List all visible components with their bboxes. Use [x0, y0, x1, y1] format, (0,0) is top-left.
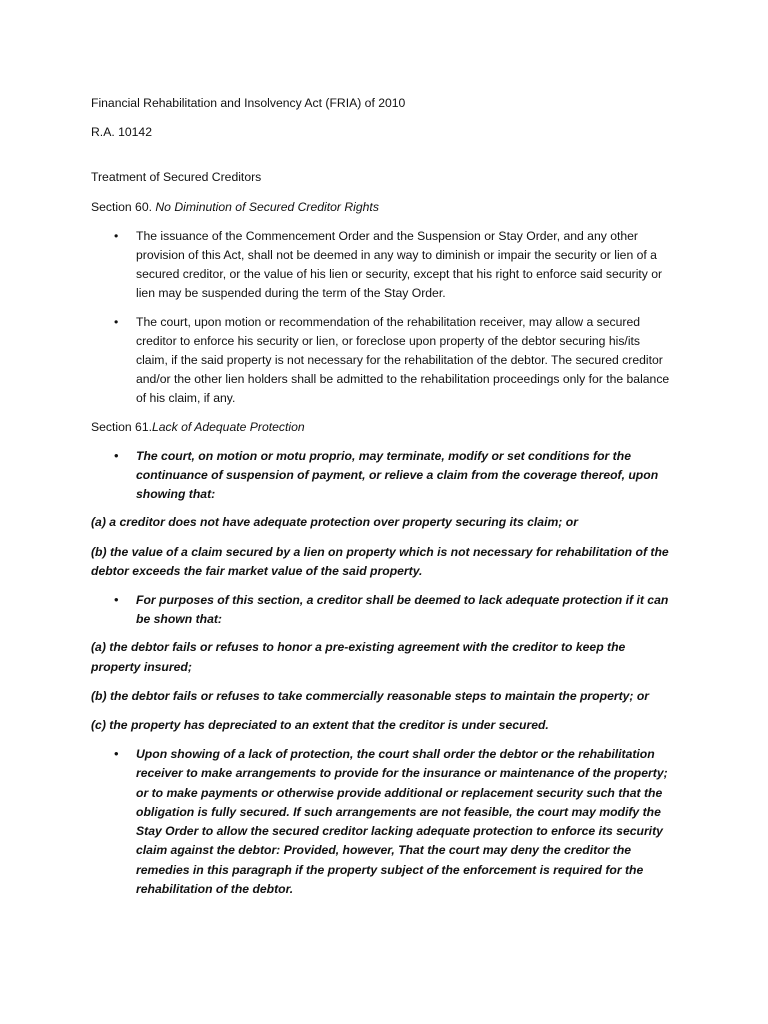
list-item: [91, 227, 672, 304]
section-61-heading: [91, 418, 672, 437]
item2-c: (c) the property has depreciated to an extent that the creditor is under secured.: [91, 718, 549, 733]
spacer: [91, 152, 672, 168]
section-61-bullets-1: [91, 447, 672, 505]
bullet-text: The court, on motion or motu proprio, may terminate, modify or set conditions for the continuance of suspension of payment, or relieve a claim from the coverage thereof, upon showing that:: [136, 448, 659, 502]
document-title: Financial Rehabilitation and Insolvency Act (FRIA) of 2010: [91, 96, 406, 110]
item2-b: (b) the debtor fails or refuses to take commercially reasonable steps to maintain the property; or: [91, 688, 650, 703]
bullet-text: For purposes of this section, a creditor shall be deemed to lack adequate protection if it can be shown that:: [136, 593, 669, 627]
section-60-bullets: [91, 227, 672, 409]
section-60-label: Section 60.: [91, 199, 156, 214]
bullet-text: The issuance of the Commencement Order and the Suspension or Stay Order, and any other provision of this Act, shall not be deemed in any way to diminish or impair the security or lien of a secured creditor, or the value of his lien or security, except that his right to enforce said security or lien may be suspended during the term of the Stay Order.: [136, 228, 663, 301]
bullet-icon: •: [114, 593, 119, 608]
bullet-text: The court, upon motion or recommendation of the rehabilitation receiver, may allow a secured creditor to enforce his security or lien, or foreclose upon property of the debtor securing his/its claim, if the said property is not necessary for the rehabilitation of the debtor. The secured creditor and/or the other lien holders shall be admitted to the rehabilitation proceedings only for the balance of his claim, if any.: [136, 314, 670, 406]
list-item: [91, 447, 672, 505]
section-61-bullets-3: [91, 745, 672, 899]
section-61-title: Lack of Adequate Protection: [151, 419, 305, 434]
bullet-icon: •: [114, 314, 119, 329]
list-item: [91, 745, 672, 899]
section-60-title: No Diminution of Secured Creditor Rights: [155, 199, 379, 214]
list-item: [91, 591, 672, 629]
bullet-text: Upon showing of a lack of protection, the court shall order the debtor or the rehabilitation receiver to make arrangements to provide for the insurance or maintenance of the property; or to make payments or otherwise provide additional or replacement security such that the obligation is fully secured. If such arrangements are not feasible, the court may modify the Stay Order to allow the secured creditor lacking adequate protection to enforce its security claim against the debtor: Provided, however, That the court may deny the creditor the remedies in this paragraph if the property subject of the enforcement is required for the rehabilitation of the debtor.: [136, 747, 668, 896]
bullet-icon: •: [114, 228, 119, 243]
item-b: (b) the value of a claim secured by a lien on property which is not necessary for rehabilitation of the debtor exceeds the fair market value of the said property.: [91, 544, 669, 578]
item-a: (a) a creditor does not have adequate protection over property securing its claim; or: [91, 515, 578, 530]
section-61-label: Section 61.: [91, 419, 152, 434]
section-61-bullets-2: [91, 591, 672, 629]
bullet-icon: •: [114, 747, 119, 762]
section-60-heading: [91, 198, 672, 217]
item2-a: (a) the debtor fails or refuses to honor a pre-existing agreement with the creditor to keep the property insured;: [91, 640, 626, 674]
ra-number: R.A. 10142: [91, 125, 152, 140]
list-item: [91, 313, 672, 409]
bullet-icon: •: [114, 448, 119, 463]
section-heading: Treatment of Secured Creditors: [91, 170, 262, 185]
